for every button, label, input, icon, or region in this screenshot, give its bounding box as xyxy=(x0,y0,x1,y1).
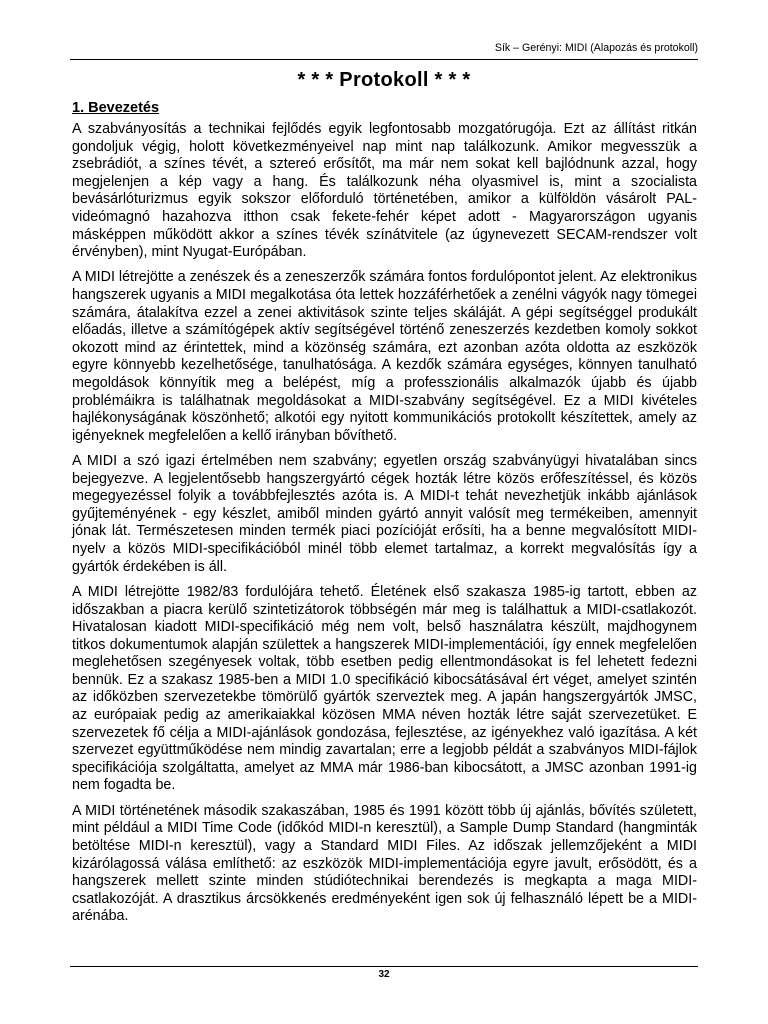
paragraph: A MIDI létrejötte a zenészek és a zeneszerzők számára fontos fordulópontot jelent. Az elektronikus hangszerek ugyanis a MIDI megalkotása óta lettek hozzáférhetőek a zenélni vágyók nagy tömegei számára, átalakítva ezzel a zenei aktivitások szinte teljes skáláját. A gépi segítséggel produkált előadás, illetve a számítógépek aktív segítségével történő zeneszerzés kezdetben komoly sokkot okozott mind az érintettek, mind a közönség számára, ezt azonban azóta oldotta az eszközök egyre könnyebb kezelhetősége, tanulhatósága. A kezdők számára egységes, könnyen tanulható megoldások könnyítik meg a belépést, míg a professzionális alkalmazók újabb és újabb problémáikra is találhatnak megoldásokat a MIDI-szabvány segítségével. Ez a MIDI kivételes hajlékonyságának köszönhető; alkotói egy nyitott kommunikációs protokollt készítettek, amely az igényeknek megfelelően a kellő irányban bővíthető. xyxy=(72,269,697,444)
footer-rule xyxy=(70,966,698,967)
page-title: * * * Protokoll * * * xyxy=(297,69,471,91)
section-heading: 1. Bevezetés xyxy=(72,100,160,116)
paragraph: A szabványosítás a technikai fejlődés egyik legfontosabb mozgatórugója. Ezt az állítást ritkán gondoljuk végig, holott következményeivel nap mint nap találkozunk. Amikor megvesszük a zsebrádiót, a színes tévét, a sztereó erősítőt, ma már nem sokat kell bajlódnunk azzal, hogy megjelenjen a kép vagy a hang. És találkozunk néha olyasmivel is, mint a szocialista bevásárlóturizmus egyik sokszor előforduló történetében, amikor a külföldön vásárolt PAL-videómagnó hazahozva itthon csak fekete-fehér képet adott - Magyarországon ugyanis másképpen működött akkor a színes tévék színátvitele (az úgynevezett SECAM-rendszer volt érvényben), mint Nyugat-Európában. xyxy=(72,121,697,261)
header-rule xyxy=(70,59,698,60)
body-text xyxy=(72,121,697,934)
paragraph: A MIDI létrejötte 1982/83 fordulójára tehető. Életének első szakasza 1985-ig tartott, ebben az időszakban a piacra kerülő szintetizátorok többségén már meg is találhattuk a MIDI-csatlakozót. Hivatalosan kiadott MIDI-specifikáció még nem volt, belső használatra készült, majdhogynem titkos dokumentumok alapján születtek a hangszerek MIDI-implementációi, így ennek megfelelően meglehetősen szegényesek voltak, több esetben pedig ellentmondásokat is fel lehetett fedezni bennük. Ez a szakasz 1985-ben a MIDI 1.0 specifikáció kibocsátásával ért véget, amelyet szintén az időközben szervezetekbe tömörülő gyártók szerveztek meg. A japán hangszergyártók JMSC, az európaiak pedig az amerikaiakkal közösen MMA néven hozták létre saját szervezetüket. E szervezetek fő célja a MIDI-ajánlások gondozása, fejlesztése, az igényekhez való igazítása. A két szervezet együttműködése nem mindig zavartalan; erre a legjobb példát a szabványos MIDI-fájlok specifikációja szolgáltatta, amelyet az MMA már 1986-ban kibocsátott, a JMSC azonban 1991-ig nem fogadta be. xyxy=(72,583,697,794)
paragraph: A MIDI történetének második szakaszában, 1985 és 1991 között több új ajánlás, bővítés született, mint például a MIDI Time Code (időkód MIDI-n keresztül), a Sample Dump Standard (hangminták betöltése MIDI-n keresztül), vagy a Standard MIDI Files. Az időszak jellemzőjeként a MIDI kizárólagossá válása említhető: az eszközök MIDI-implementációja egyre javult, erősödött, és a hangszerek mellett szinte minden stúdiótechnikai berendezés is megkapta a maga MIDI-csatlakozóját. A drasztikus árcsökkenés eredményeként igen sok új felhasználó lépett be a MIDI-arénába. xyxy=(72,802,697,925)
page-number: 32 xyxy=(378,969,390,980)
paragraph: A MIDI a szó igazi értelmében nem szabvány; egyetlen ország szabványügyi hivatalában sincs bejegyezve. A legjelentősebb hangszergyártó cégek hozták létre közös erőfeszítéssel, és közös megegyezéssel folyik a továbbfejlesztés azóta is. A MIDI-t tehát nevezhetjük inkább ajánlások gyűjteményének - egy készlet, amiből minden gyártó annyit valósít meg termékeiben, amennyit jónak lát. Természetesen minden termék piaci pozícióját erősíti, ha a benne megvalósított MIDI-nyelv a közös MIDI-specifikációból minél több elemet tartalmaz, a korrekt megvalósítás így a gyártók érdekében is áll. xyxy=(72,453,697,575)
running-head: Sík – Gerényi: MIDI (Alapozás és protokoll) xyxy=(494,42,698,54)
